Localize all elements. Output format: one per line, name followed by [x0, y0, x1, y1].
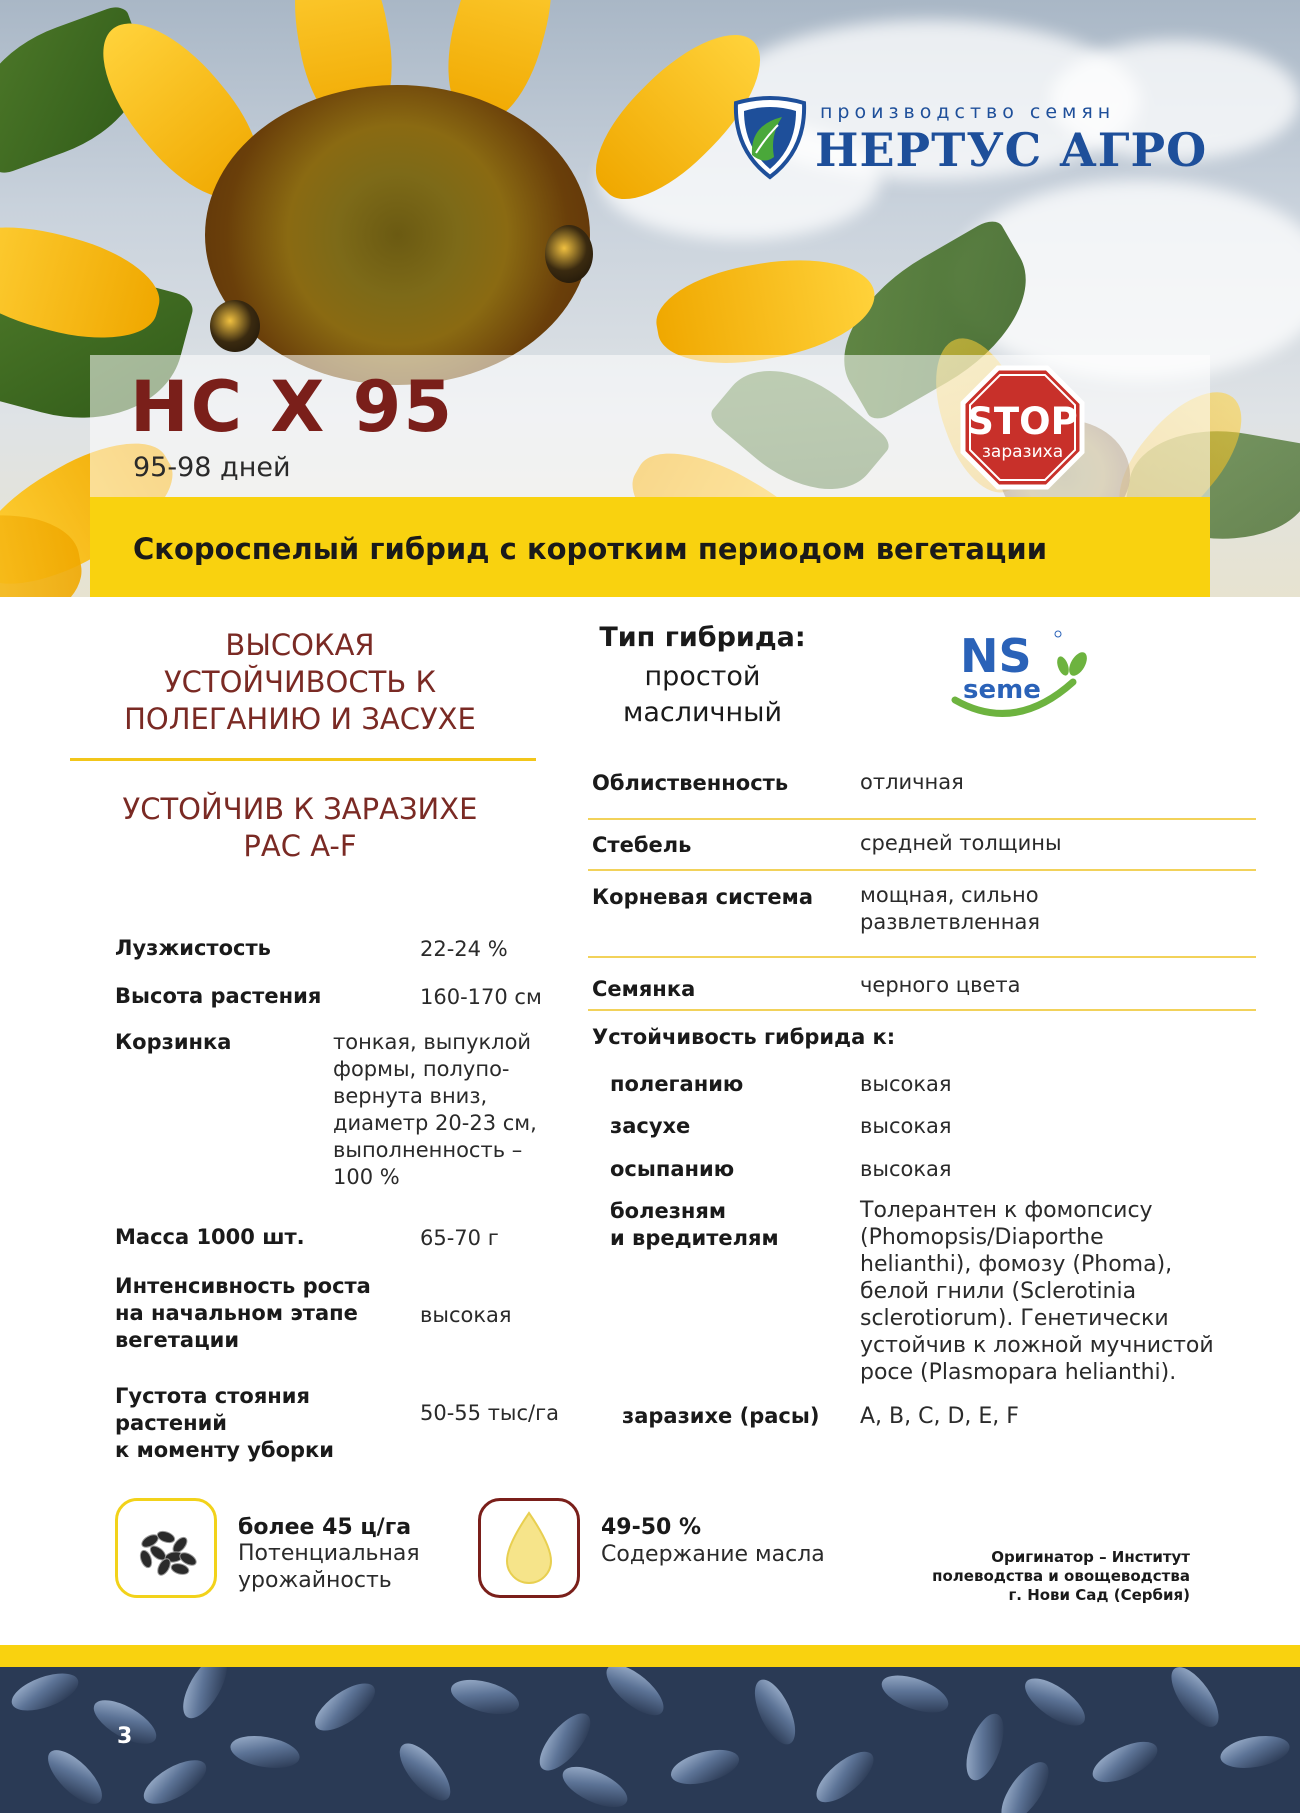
trait-label: Стебель: [592, 833, 692, 857]
tolerance-line: Толерантен к фомопсису: [860, 1198, 1153, 1223]
maturity-days: 95-98 дней: [133, 452, 291, 483]
oil-label: Содержание масла: [601, 1542, 825, 1567]
brand-subtitle: производство семян: [820, 101, 1116, 123]
shield-leaf-icon: [730, 95, 810, 180]
oil-drop-icon: [481, 1501, 577, 1595]
trait-label: Семянка: [592, 977, 696, 1001]
seeds-footer-image: [0, 1667, 1300, 1813]
spec-value-line: вернута вниз,: [333, 1084, 488, 1108]
page-number: 3: [117, 1724, 133, 1749]
hybrid-type-title: Тип гибрида:: [599, 622, 806, 653]
divider: [588, 956, 1256, 958]
originator-line: г. Нови Сад (Сербия): [1008, 1586, 1190, 1604]
spec-label: Высота растения: [115, 984, 322, 1008]
tolerance-line: (Phomopsis/Diaporthe: [860, 1225, 1104, 1250]
tolerance-line: устойчив к ложной мучнистой: [860, 1333, 1214, 1358]
footer-stripe: [0, 1645, 1300, 1667]
spec-label-line: Интенсивность роста: [115, 1274, 371, 1298]
spec-label-multiline: [115, 1383, 334, 1464]
tolerance-line: helianthi), фомозу (Phoma),: [860, 1252, 1173, 1277]
resistance-label-multiline: [610, 1198, 779, 1252]
disease-tolerance-text: [860, 1197, 1214, 1386]
originator-line: полеводства и овощеводства: [932, 1567, 1190, 1585]
headline-line: УСТОЙЧИВ К ЗАРАЗИХЕ: [122, 792, 478, 826]
spec-value: 22-24 %: [420, 937, 508, 961]
trait-value: отличная: [860, 770, 964, 794]
headline-line: УСТОЙЧИВОСТЬ К: [163, 665, 437, 699]
yield-value: более 45 ц/га: [238, 1515, 412, 1540]
tolerance-line: росе (Plasmopara helianthi).: [860, 1360, 1177, 1385]
originator-note: [870, 1548, 1190, 1605]
resistance-value: высокая: [860, 1072, 952, 1096]
spec-value-line: выполненность –: [333, 1138, 523, 1162]
trait-value-line: мощная, сильно: [860, 883, 1039, 907]
hybrid-type-value: [590, 659, 815, 731]
yield-label: [238, 1540, 420, 1594]
trait-value: черного цвета: [860, 973, 1021, 997]
type-value-line: масличный: [622, 697, 783, 728]
brand-name: НЕРТУС АГРО: [815, 123, 1208, 177]
oil-value: 49-50 %: [601, 1515, 702, 1540]
sunflower-seeds-icon: [118, 1501, 214, 1595]
spec-label-multiline: [115, 1273, 371, 1354]
spec-value: высокая: [420, 1303, 512, 1327]
divider: [588, 1009, 1256, 1011]
spec-label-line: на начальном этапе: [115, 1301, 358, 1325]
spec-label: Масса 1000 шт.: [115, 1225, 305, 1249]
spec-value: 65-70 г: [420, 1226, 499, 1250]
yield-badge: [115, 1498, 217, 1598]
yield-label-line: урожайность: [238, 1568, 392, 1593]
yield-label-line: Потенциальная: [238, 1541, 420, 1566]
resistance-label: осыпанию: [610, 1157, 735, 1181]
spec-value-line: 100 %: [333, 1165, 400, 1189]
headline-broomrape: [70, 791, 530, 865]
spec-value-line: тонкая, выпуклой: [333, 1030, 532, 1054]
tolerance-line: sclerotiorum). Генетически: [860, 1306, 1169, 1331]
spec-label: Лузжистость: [115, 936, 271, 960]
headline-line: ПОЛЕГАНИЮ И ЗАСУХЕ: [124, 702, 476, 736]
trait-label: Корневая система: [592, 885, 813, 909]
resistance-label-line: и вредителям: [610, 1226, 779, 1250]
ns-logo-bottom: seme: [963, 675, 1041, 705]
headline-line: ВЫСОКАЯ: [225, 628, 375, 662]
oil-badge: [478, 1498, 580, 1598]
spec-label: Корзинка: [115, 1030, 232, 1054]
resistance-value: высокая: [860, 1114, 952, 1138]
spec-label-line: вегетации: [115, 1328, 240, 1352]
divider: [588, 869, 1256, 871]
brand-logo: [720, 95, 1208, 185]
spec-value-line: формы, полупо-: [333, 1057, 510, 1081]
divider: [70, 758, 536, 761]
trait-value-multiline: [860, 882, 1040, 936]
ns-seme-logo: [945, 622, 1105, 732]
headline-line: РАС A-F: [243, 829, 357, 863]
resistance-label: засухе: [610, 1114, 691, 1138]
spec-value-multiline: [333, 1029, 537, 1191]
spec-value-line: диаметр 20-23 см,: [333, 1111, 537, 1135]
ns-logo-top: NS: [960, 629, 1032, 683]
resistance-title: Устойчивость гибрида к:: [592, 1025, 896, 1049]
spec-label-line: растений: [115, 1411, 228, 1435]
divider: [588, 818, 1256, 820]
trait-label: Облиственность: [592, 771, 789, 795]
spec-value: 50-55 тыс/га: [420, 1401, 560, 1425]
resistance-label-line: болезням: [610, 1199, 727, 1223]
spec-value: 160-170 см: [420, 985, 542, 1009]
trait-value: средней толщины: [860, 831, 1062, 855]
spec-label-line: Густота стояния: [115, 1384, 311, 1408]
resistance-label: полеганию: [610, 1072, 744, 1096]
stop-broomrape-icon: [960, 365, 1085, 490]
tagline: Скороспелый гибрид с коротким периодом вегетации: [133, 532, 1048, 566]
hybrid-name: НС Х 95: [130, 366, 455, 448]
resistance-value: A, B, C, D, E, F: [860, 1404, 1019, 1429]
tolerance-line: белой гнили (Sclerotinia: [860, 1279, 1137, 1304]
stop-subtext: заразиха: [981, 442, 1064, 462]
originator-line: Оригинатор – Институт: [991, 1548, 1190, 1566]
type-value-line: простой: [644, 661, 761, 692]
trait-value-line: развлетвленная: [860, 910, 1040, 934]
spec-label-line: к моменту уборки: [115, 1438, 335, 1462]
resistance-label: заразихе (расы): [622, 1404, 820, 1428]
resistance-value: высокая: [860, 1157, 952, 1181]
headline-lodging-drought: [70, 627, 530, 738]
stop-text: STOP: [967, 400, 1078, 443]
